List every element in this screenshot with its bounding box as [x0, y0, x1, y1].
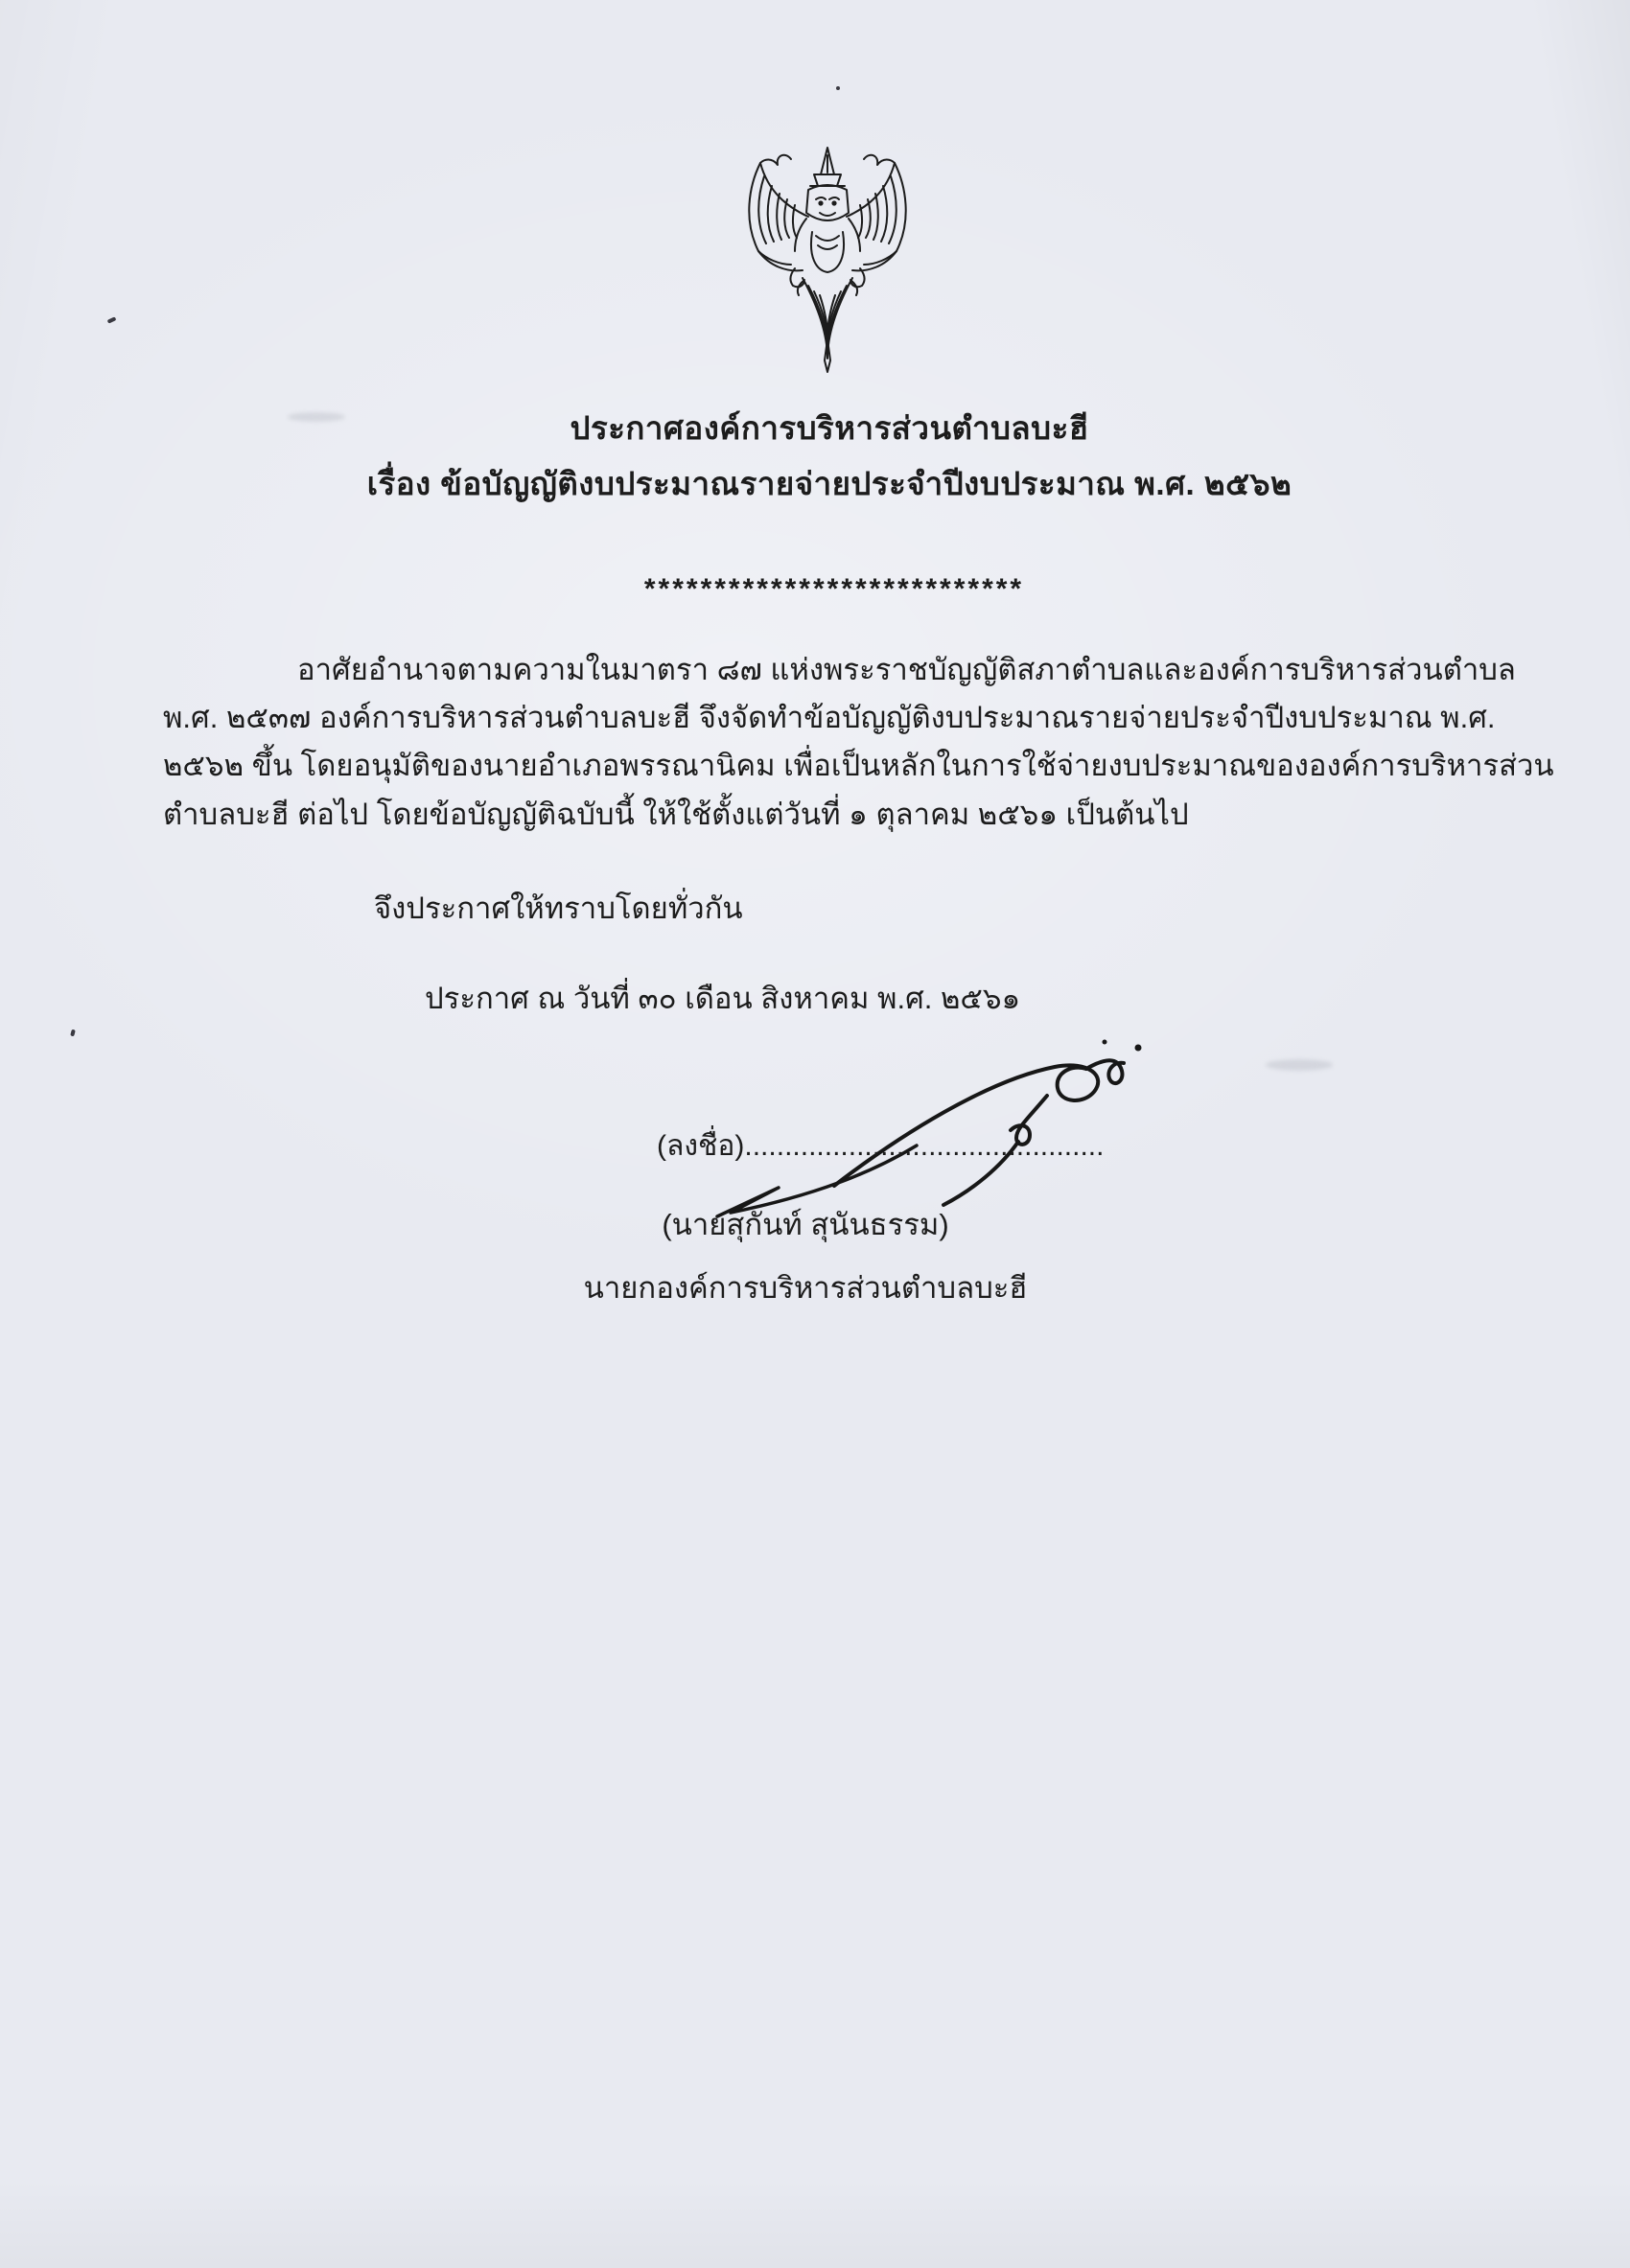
signer-title: นายกองค์การบริหารส่วนตำบลบะฮี: [583, 1271, 1028, 1305]
scan-speck: [107, 316, 117, 323]
paragraph-line: อาศัยอำนาจตามความในมาตรา ๘๗ แห่งพระราชบัญญัติสภาตำบลและองค์การบริหารส่วนตำบล: [297, 653, 1516, 686]
paragraph-line: พ.ศ. ๒๕๓๗ องค์การบริหารส่วนตำบลบะฮี จึงจัดทำข้อบัญญัติงบประมาณรายจ่ายประจำปีงบประมาณ พ.ศ.: [163, 701, 1496, 734]
subject-line: เรื่อง ข้อบัญญัติงบประมาณรายจ่ายประจำปีงบประมาณ พ.ศ. ๒๕๖๒: [366, 466, 1292, 501]
paragraph-line: ตำบลบะฮี ต่อไป โดยข้อบัญญัติฉบับนี้ ให้ใช้ตั้งแต่วันที่ ๑ ตุลาคม ๒๕๖๑ เป็นต้นไป: [163, 798, 1189, 831]
scan-speck: [70, 1030, 76, 1037]
closing-statement: จึงประกาศให้ทราบโดยทั่วกัน: [374, 891, 743, 925]
scan-smudge: [288, 412, 345, 422]
announcement-title: ประกาศองค์การบริหารส่วนตำบลบะฮี: [570, 410, 1089, 446]
separator-line: ***************************: [643, 573, 1025, 605]
signature-line: (ลงชื่อ).............................................: [657, 1130, 1105, 1162]
announcement-date-line: ประกาศ ณ วันที่ ๓๐ เดือน สิงหาคม พ.ศ. ๒๕๖๑: [425, 982, 1021, 1015]
scan-speck: [836, 86, 840, 90]
scan-smudge: [1266, 1059, 1333, 1071]
garuda-emblem-icon: [732, 144, 923, 374]
paragraph-line: ๒๕๖๒ ขึ้น โดยอนุมัติของนายอำเภอพรรณานิคม เพื่อเป็นหลักในการใช้จ่ายงบประมาณขององค์การบริหารส่วน: [163, 749, 1554, 782]
signer-name: (นายสุกันท์ สุนันธรรม): [662, 1208, 949, 1241]
